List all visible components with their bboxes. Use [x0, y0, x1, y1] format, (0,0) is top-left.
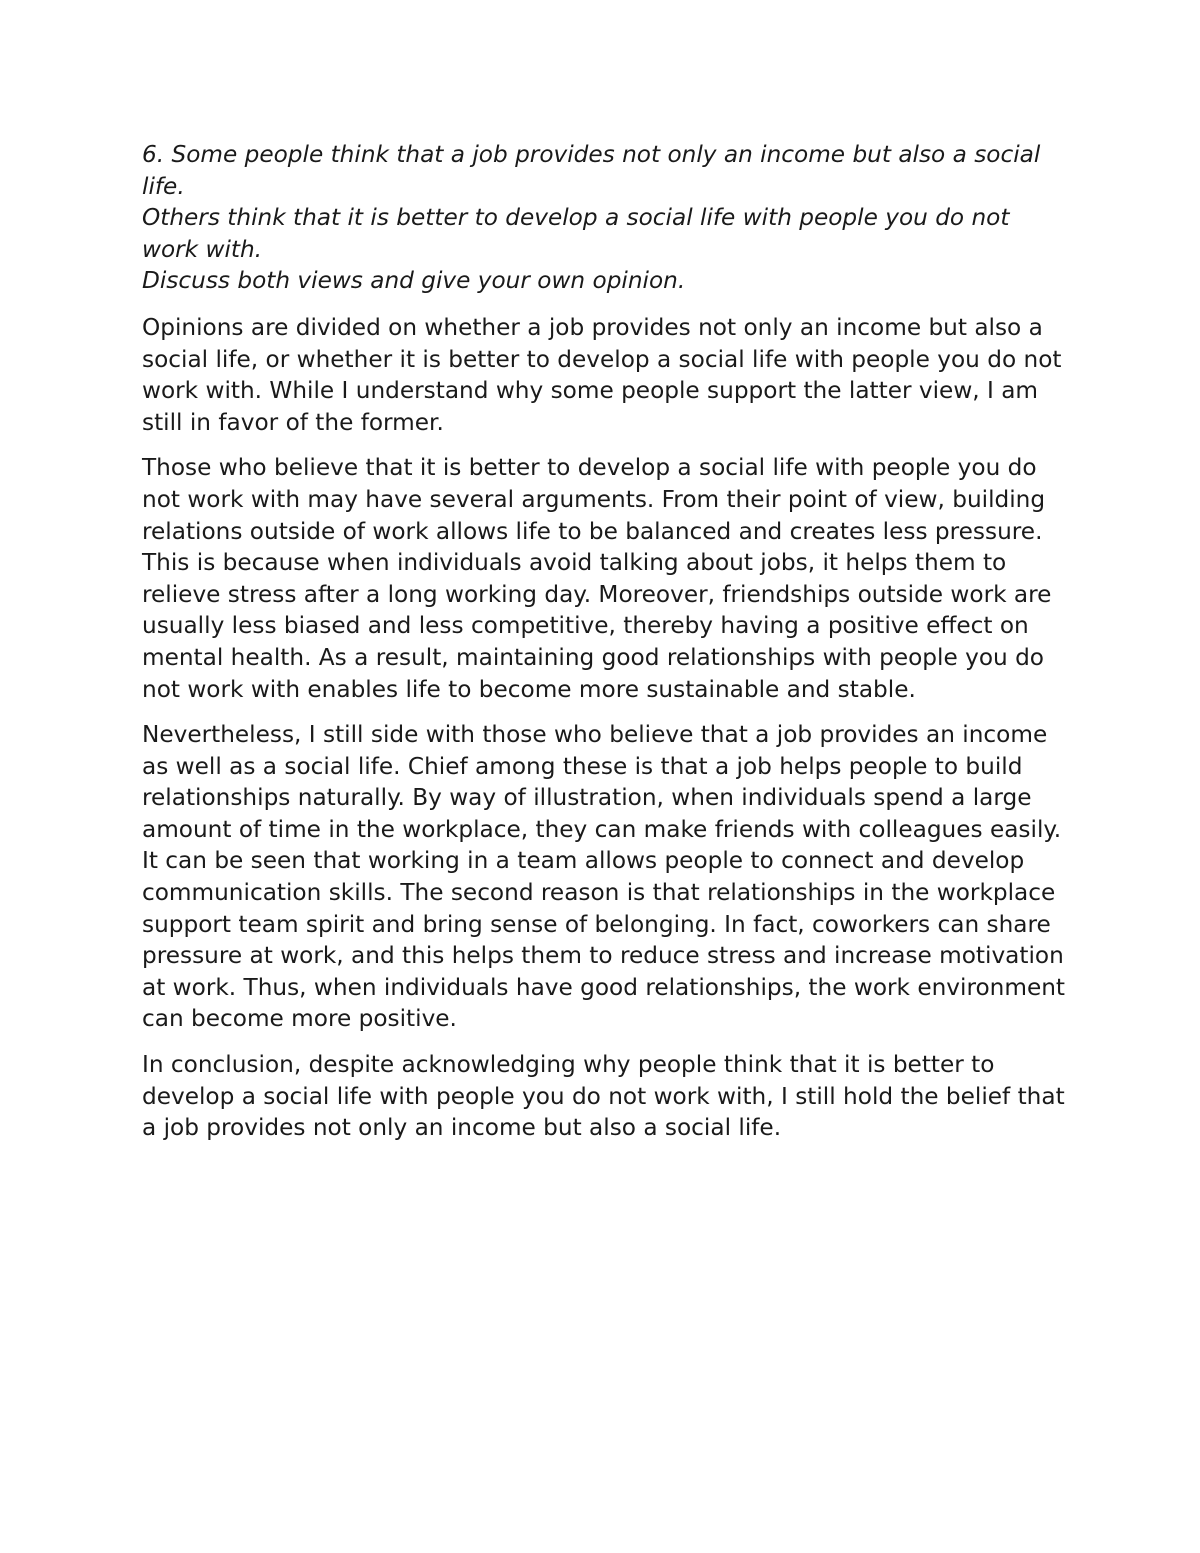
essay-paragraph-body-2: Nevertheless, I still side with those who believe that a job provides an income as well as a social life. Chief among these is that a job helps people to build relationships naturally. By way of illustration, when individuals spend a large amount of time in the workplace, they can make friends with colleagues easily. It can be seen that working in a team allows people to connect and develop communication skills. The second reason is that relationships in the workplace support team spirit and bring sense of belonging. In fact, coworkers can share pressure at work, and this helps them to reduce stress and increase motivation at work. Thus, when individuals have good relationships, the work environment can become more positive.	[142, 721, 1066, 1033]
essay-paragraph-conclusion: In conclusion, despite acknowledging why people think that it is better to develop a social life with people you do not work with, I still hold the belief that a job provides not only an income but also a social life.	[142, 1051, 1065, 1142]
question-line: Discuss both views and give your own opinion.	[142, 267, 686, 295]
essay-body	[142, 312, 1072, 1144]
document-page	[142, 139, 1072, 1158]
essay-paragraph-body-1: Those who believe that it is better to develop a social life with people you do not work with may have several arguments. From their point of view, building relations outside of work allows life to be balanced and creates less pressure. This is because when individuals avoid talking about jobs, it helps them to relieve stress after a long working day. Moreover, friendships outside work are usually less biased and less competitive, thereby having a positive effect on mental health. As a result, maintaining good relationships with people you do not work with enables life to become more sustainable and stable.	[142, 454, 1052, 703]
question-line: 6. Some people think that a job provides not only an income but also a social life.	[142, 141, 1041, 200]
question-line: Others think that it is better to develop a social life with people you do not work with.	[142, 204, 1010, 263]
essay-paragraph-introduction: Opinions are divided on whether a job provides not only an income but also a social life, or whether it is better to develop a social life with people you do not work with. While I understand why some people support the latter view, I am still in favor of the former.	[142, 313, 1062, 436]
essay-question	[142, 139, 1072, 297]
